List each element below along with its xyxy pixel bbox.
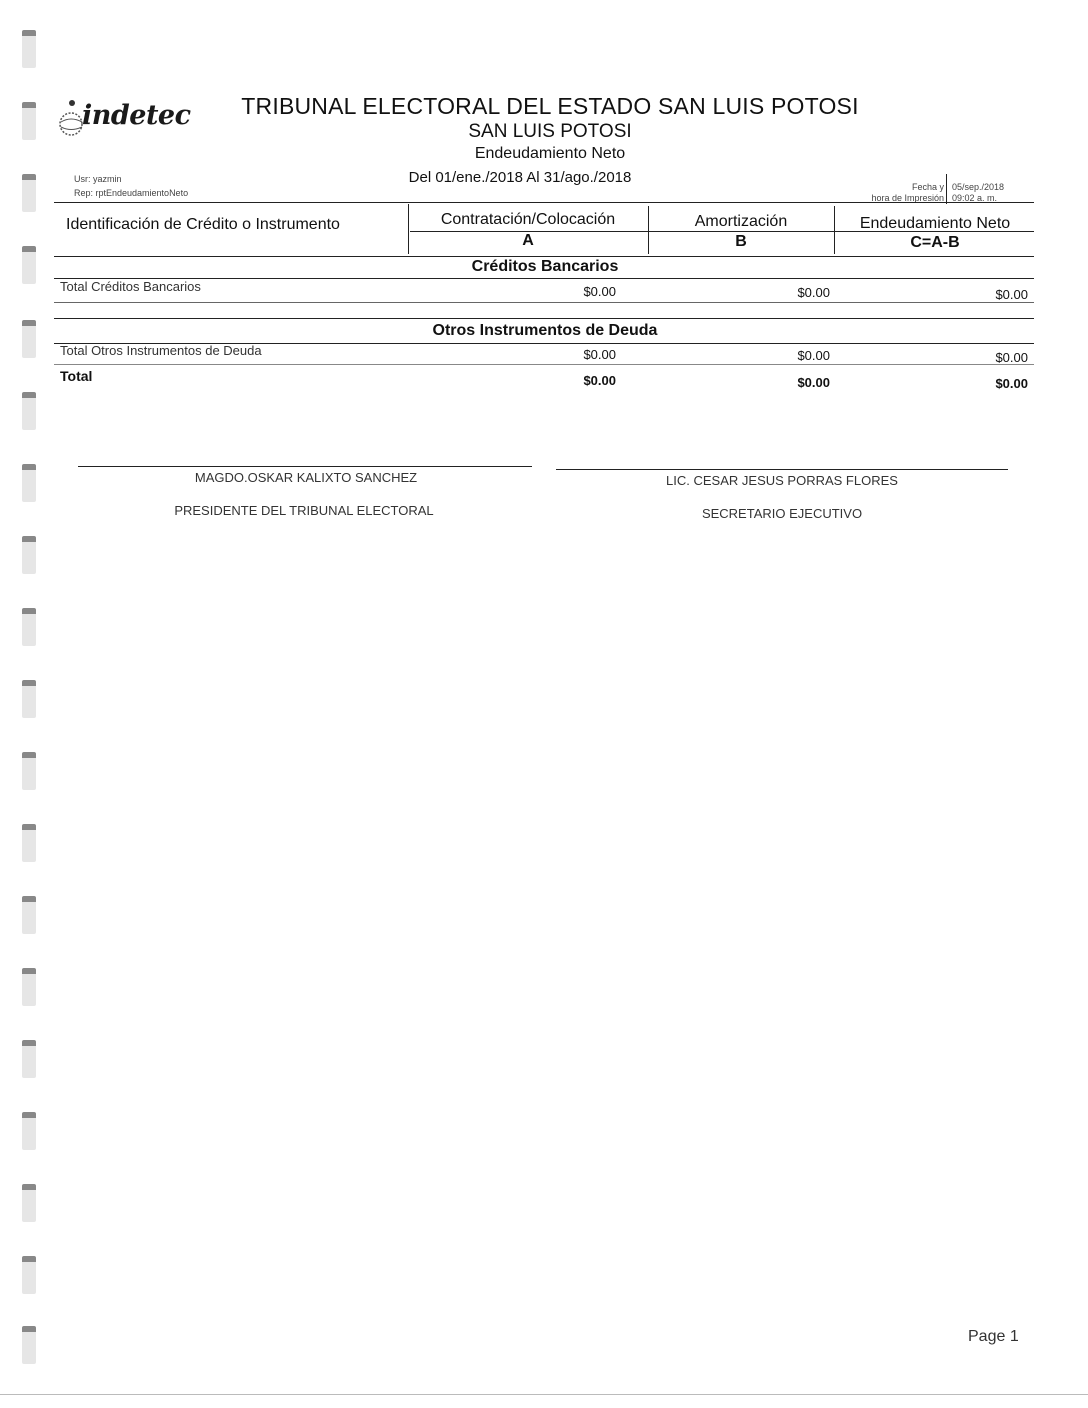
col-contratacion-key: A (522, 232, 534, 249)
section-2-top-rule (54, 318, 1034, 319)
col-divider-3 (834, 206, 835, 254)
signature-line-2 (556, 469, 1008, 470)
section-1-bottom-rule (54, 302, 1034, 303)
print-label-2: hora de Impresión (871, 193, 944, 203)
grand-total-label: Total (60, 368, 93, 384)
header-top-rule (54, 202, 1034, 203)
report-name: Endeudamiento Neto (474, 145, 626, 162)
binder-holes (22, 30, 42, 1370)
signature-name-1: MAGDO.OSKAR KALIXTO SANCHEZ (194, 470, 418, 485)
print-labels (840, 182, 944, 204)
total-creditos-label: Total Créditos Bancarios (60, 279, 201, 294)
col-ident: Identificación de Crédito o Instrumento (66, 216, 340, 233)
report-subtitle: SAN LUIS POTOSI (468, 121, 632, 142)
section-title-creditos: Créditos Bancarios (471, 258, 619, 275)
report-period: Del 01/ene./2018 Al 31/ago./2018 (408, 169, 632, 186)
indetec-logo (58, 98, 191, 143)
col-divider-1 (408, 204, 409, 254)
print-time: 09:02 a. m. (952, 193, 998, 203)
col-amortizacion: Amortización (694, 213, 788, 230)
col-amortizacion-key: B (735, 233, 747, 250)
grand-total-c: $0.00 (995, 376, 1028, 391)
logo-text: indetec (82, 100, 191, 131)
signature-line-1 (78, 466, 532, 467)
total-creditos-a: $0.00 (583, 284, 616, 299)
user-label: Usr: yazmin (74, 174, 122, 184)
total-otros-a: $0.00 (583, 347, 616, 362)
signature-name-2: LIC. CESAR JESUS PORRAS FLORES (666, 473, 898, 488)
grand-total-b: $0.00 (797, 375, 830, 390)
total-creditos-b: $0.00 (797, 285, 830, 300)
page-number: Page 1 (968, 1328, 1019, 1345)
col-neto: Endeudamiento Neto (859, 215, 1011, 232)
header-bottom-rule (54, 256, 1034, 257)
print-label-1: Fecha y (911, 182, 944, 192)
rep-label: Rep: rptEndeudamientoNeto (74, 188, 189, 198)
total-otros-b: $0.00 (797, 348, 830, 363)
col-contratacion: Contratación/Colocación (440, 211, 616, 228)
col-divider-2 (648, 206, 649, 254)
report-title: TRIBUNAL ELECTORAL DEL ESTADO SAN LUIS POTOSI (241, 93, 859, 119)
print-date: 05/sep./2018 (952, 182, 1005, 192)
total-otros-c: $0.00 (995, 350, 1028, 365)
section-2-bottom-rule (54, 364, 1034, 365)
print-values (952, 182, 1004, 204)
signature-role-1: PRESIDENTE DEL TRIBUNAL ELECTORAL (174, 503, 434, 518)
grand-total-a: $0.00 (583, 373, 616, 388)
total-creditos-c: $0.00 (995, 287, 1028, 302)
signature-role-2: SECRETARIO EJECUTIVO (701, 506, 863, 521)
total-otros-label: Total Otros Instrumentos de Deuda (60, 343, 262, 358)
col-neto-key: C=A-B (910, 234, 960, 251)
section-1-rule (54, 278, 1034, 279)
print-divider (946, 174, 947, 204)
scan-bottom-edge (0, 1394, 1088, 1395)
section-title-otros: Otros Instrumentos de Deuda (432, 322, 658, 339)
